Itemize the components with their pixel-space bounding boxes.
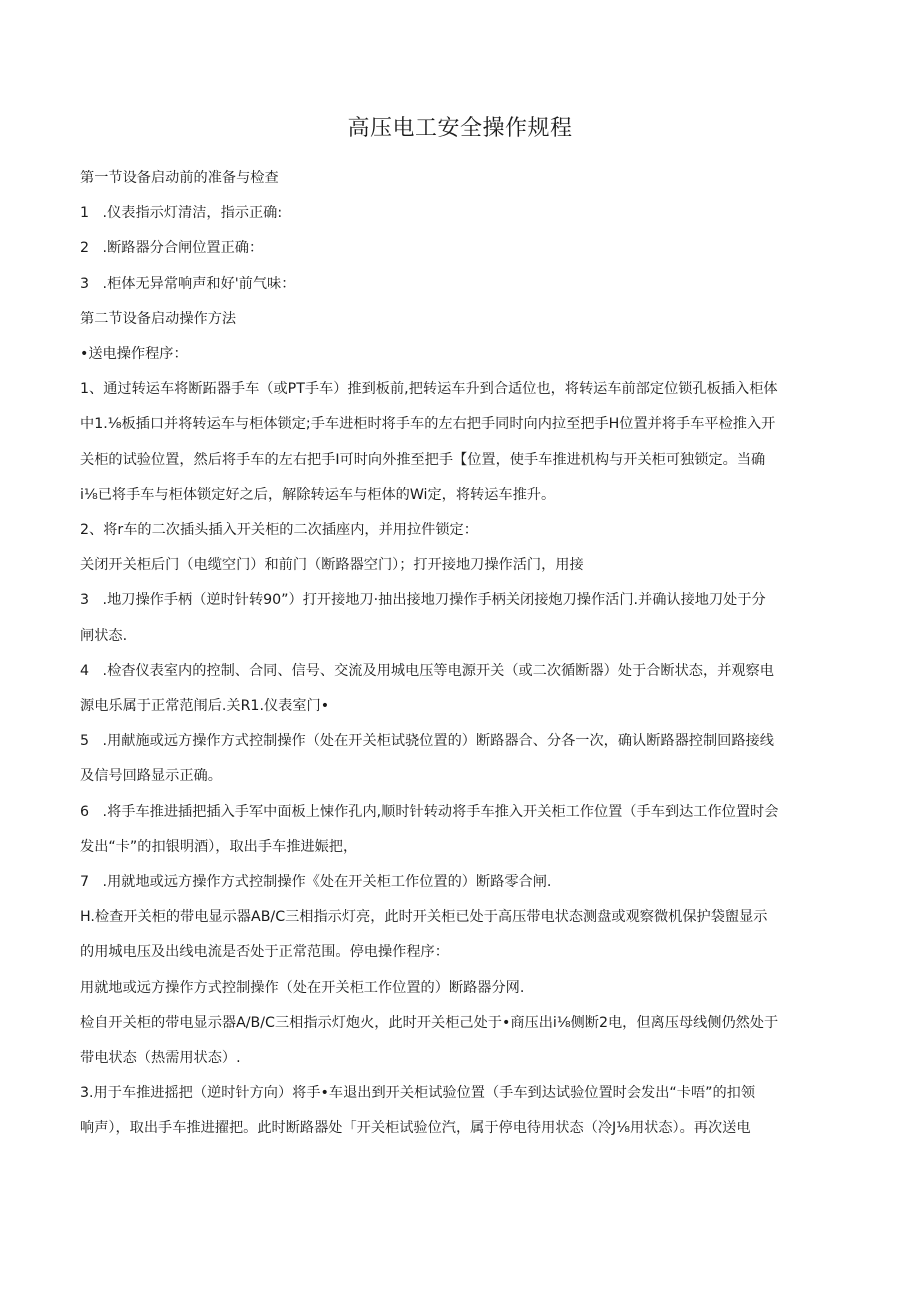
paragraph-line: H.检查开关柜的带电显示器AB/C三相指示灯亮，此时开关柜已处于高压带电状态测盘或观察微机保护袋盥显示 [80,909,768,926]
paragraph-line: 3 .地刀操作手柄（逆时针转90”）打开接地刀·抽出接地刀操作手柄关闭接炮刀操作活门.并确认接地刀处于分 [80,592,766,609]
paragraph-line: 源电乐属于正常范闱后.关R1.仪表室门• [80,698,330,715]
section-heading: 第二节设备启动操作方法 [80,310,237,327]
paragraph-line: 7 .用就地或远方操作方式控制操作《处在开关柜工作位置的）断路零合闸. [80,874,552,891]
paragraph-line: 3 .柜体无异常响声和好'前气味： [80,275,296,292]
paragraph-line: 2 .断路器分合闸位置正确： [80,240,264,257]
paragraph-line: 中1.⅛板插口并将转运车与柜体锁定;手车进柜时将手车的左右把手同时向内拉至把手H位置并将手车平检推入开 [80,416,776,433]
paragraph-line: 1、通过转运车将断跖器手车（或PT手车）推到板前,把转运车升到合适位也，将转运车前部定位锁孔板插入柜体 [80,381,778,398]
paragraph-line: 关闭开关柜后门（电缆空门）和前门（断路器空门）；打开接地刀操作活门，用接 [80,557,584,574]
paragraph-line: 3.用于车推进摇把（逆时针方向）将手•车退出到开关柜试验位置（手车到达试验位置时会发出“卡唔”的扣领 [80,1085,756,1102]
paragraph-line: 1 .仪表指示灯清洁，指示正确: [80,205,283,222]
paragraph-line: 的用城电压及出线电流是否处于正常范围。停电操作程序： [80,944,449,961]
section-heading: 第一节设备启动前的准备与检查 [80,170,279,186]
document-title: 高压电工安全操作规程 [347,116,573,141]
paragraph-line: 6 .将手车推进插把插入手军中面板上悚作孔内,顺时针转动将手车推入开关柜工作位置（手车到达工作位置时会 [80,803,779,820]
paragraph-line: i⅛已将手车与柜体锁定好之后，解除转运车与柜体的Wi定，将转运车推升。 [80,486,556,503]
paragraph-line: 闸状态. [80,627,128,644]
paragraph-line: 2、将r车的二次插头插入开关柜的二次插座内，并用拉件锁定： [80,522,478,539]
paragraph-line: •送电操作程序： [80,346,188,363]
paragraph-line: 关柜的试验位置，然后将手车的左右把手I可时向外推至把手【位置，使手车推进机构与开关柜可独锁定。当确 [80,451,766,468]
paragraph-line: 响声），取出手车推进擢把。此时断路器处「开关柜试验位汽，属于停电待用状态（冷J⅛用状态）。再次送电 [80,1120,751,1137]
paragraph-line: 4 .检杳仪表室内的控制、合同、信号、交流及用城电压等电源开关（或二次循断器）处于合断状态，并观察电 [80,662,774,679]
paragraph-line: 检自开关柜的带电显示器A/B/C三相指示灯炮火，此时开关柜己处于•商压出i⅛侧断2电，但离压母线侧仍然处于 [80,1014,779,1031]
paragraph-line: 及信号回路显示正确。 [80,768,222,785]
paragraph-line: 带电状态（热需用状态）. [80,1050,241,1067]
paragraph-line: 5 .用献施或远方操作方式控制操作（处在开关柜试骁位置的）断路器合、分各一次，确认断路器控制回路接线 [80,733,774,750]
paragraph-line: 用就地或远方操作方式控制操作（处在开关柜工作位置的）断路器分网. [80,979,525,996]
document-body [80,161,840,1147]
paragraph-line: 发出“卡”的扣银明酒），取出手车推进娠把， [80,838,358,855]
